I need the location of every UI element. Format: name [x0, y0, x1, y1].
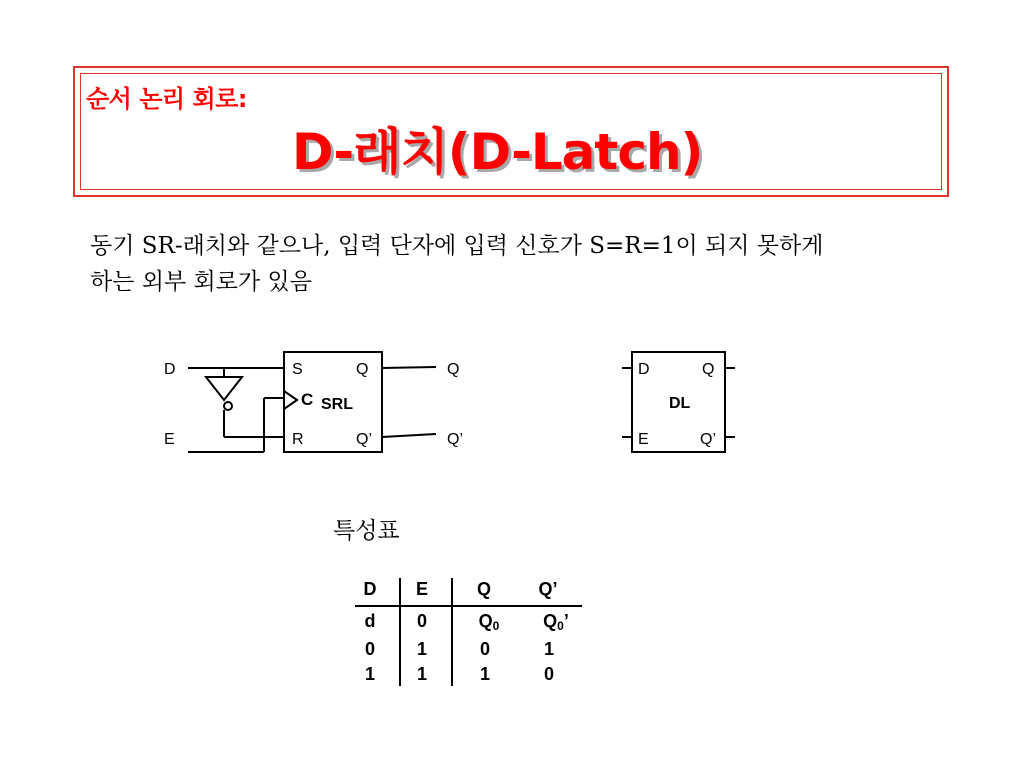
table-header-qbar: Q’: [538, 579, 558, 599]
inverter-icon: [206, 377, 242, 400]
dl-pin-d: D: [638, 361, 650, 378]
table-cell: 1: [479, 664, 490, 684]
qbar-output-wire: [382, 434, 436, 437]
table-cell-q0: $Q_0$: [478, 611, 500, 633]
table-cell: 0: [543, 664, 554, 684]
dl-pin-e: E: [638, 431, 649, 448]
table-cell: 0: [364, 639, 375, 659]
srl-pin-r: R: [292, 431, 304, 448]
table-cell: 1: [416, 664, 427, 684]
description-line-2: 하는 외부 회로가 있음: [90, 269, 312, 295]
table-divider: [451, 578, 453, 686]
srl-pin-q: Q: [356, 361, 369, 378]
dl-block-label: DL: [669, 395, 691, 412]
description-line-1: 동기 SR-래치와 같으나, 입력 단자에 입력 신호가 S=R=1이 되지 못하게: [90, 233, 824, 259]
table-header-e: E: [415, 579, 428, 599]
table-cell: 0: [416, 611, 427, 631]
table-header-d: D: [363, 579, 377, 599]
table-cell: 0: [479, 639, 490, 659]
output-q-label: Q: [447, 361, 460, 378]
inverter-bubble-icon: [224, 402, 232, 410]
q-output-wire: [382, 367, 436, 368]
table-cell: 1: [364, 664, 375, 684]
table-divider: [399, 578, 401, 686]
srl-block-label: SRL: [321, 396, 353, 413]
slide-subtitle: 순서 논리 회로:: [86, 85, 247, 113]
table-header-rule: [355, 605, 582, 607]
srl-pin-s: S: [292, 361, 303, 378]
table-cell: 1: [416, 639, 427, 659]
output-qbar-label: Q’: [447, 431, 463, 448]
srl-pin-c: C: [301, 390, 314, 409]
table-cell-q0bar: $Q_0$’: [543, 611, 569, 633]
dl-pin-q: Q: [702, 361, 715, 378]
slide-title: D-래치(D-Latch): [292, 123, 703, 181]
table-caption: 특성표: [333, 518, 400, 544]
input-d-label: D: [164, 361, 176, 378]
srl-pin-qbar: Q’: [356, 431, 372, 448]
input-e-label: E: [164, 431, 175, 448]
table-cell: 1: [543, 639, 554, 659]
clock-triangle-icon: [284, 391, 297, 409]
dl-pin-qbar: Q’: [700, 431, 716, 448]
table-cell: d: [364, 611, 376, 631]
table-header-q: Q: [476, 579, 491, 599]
